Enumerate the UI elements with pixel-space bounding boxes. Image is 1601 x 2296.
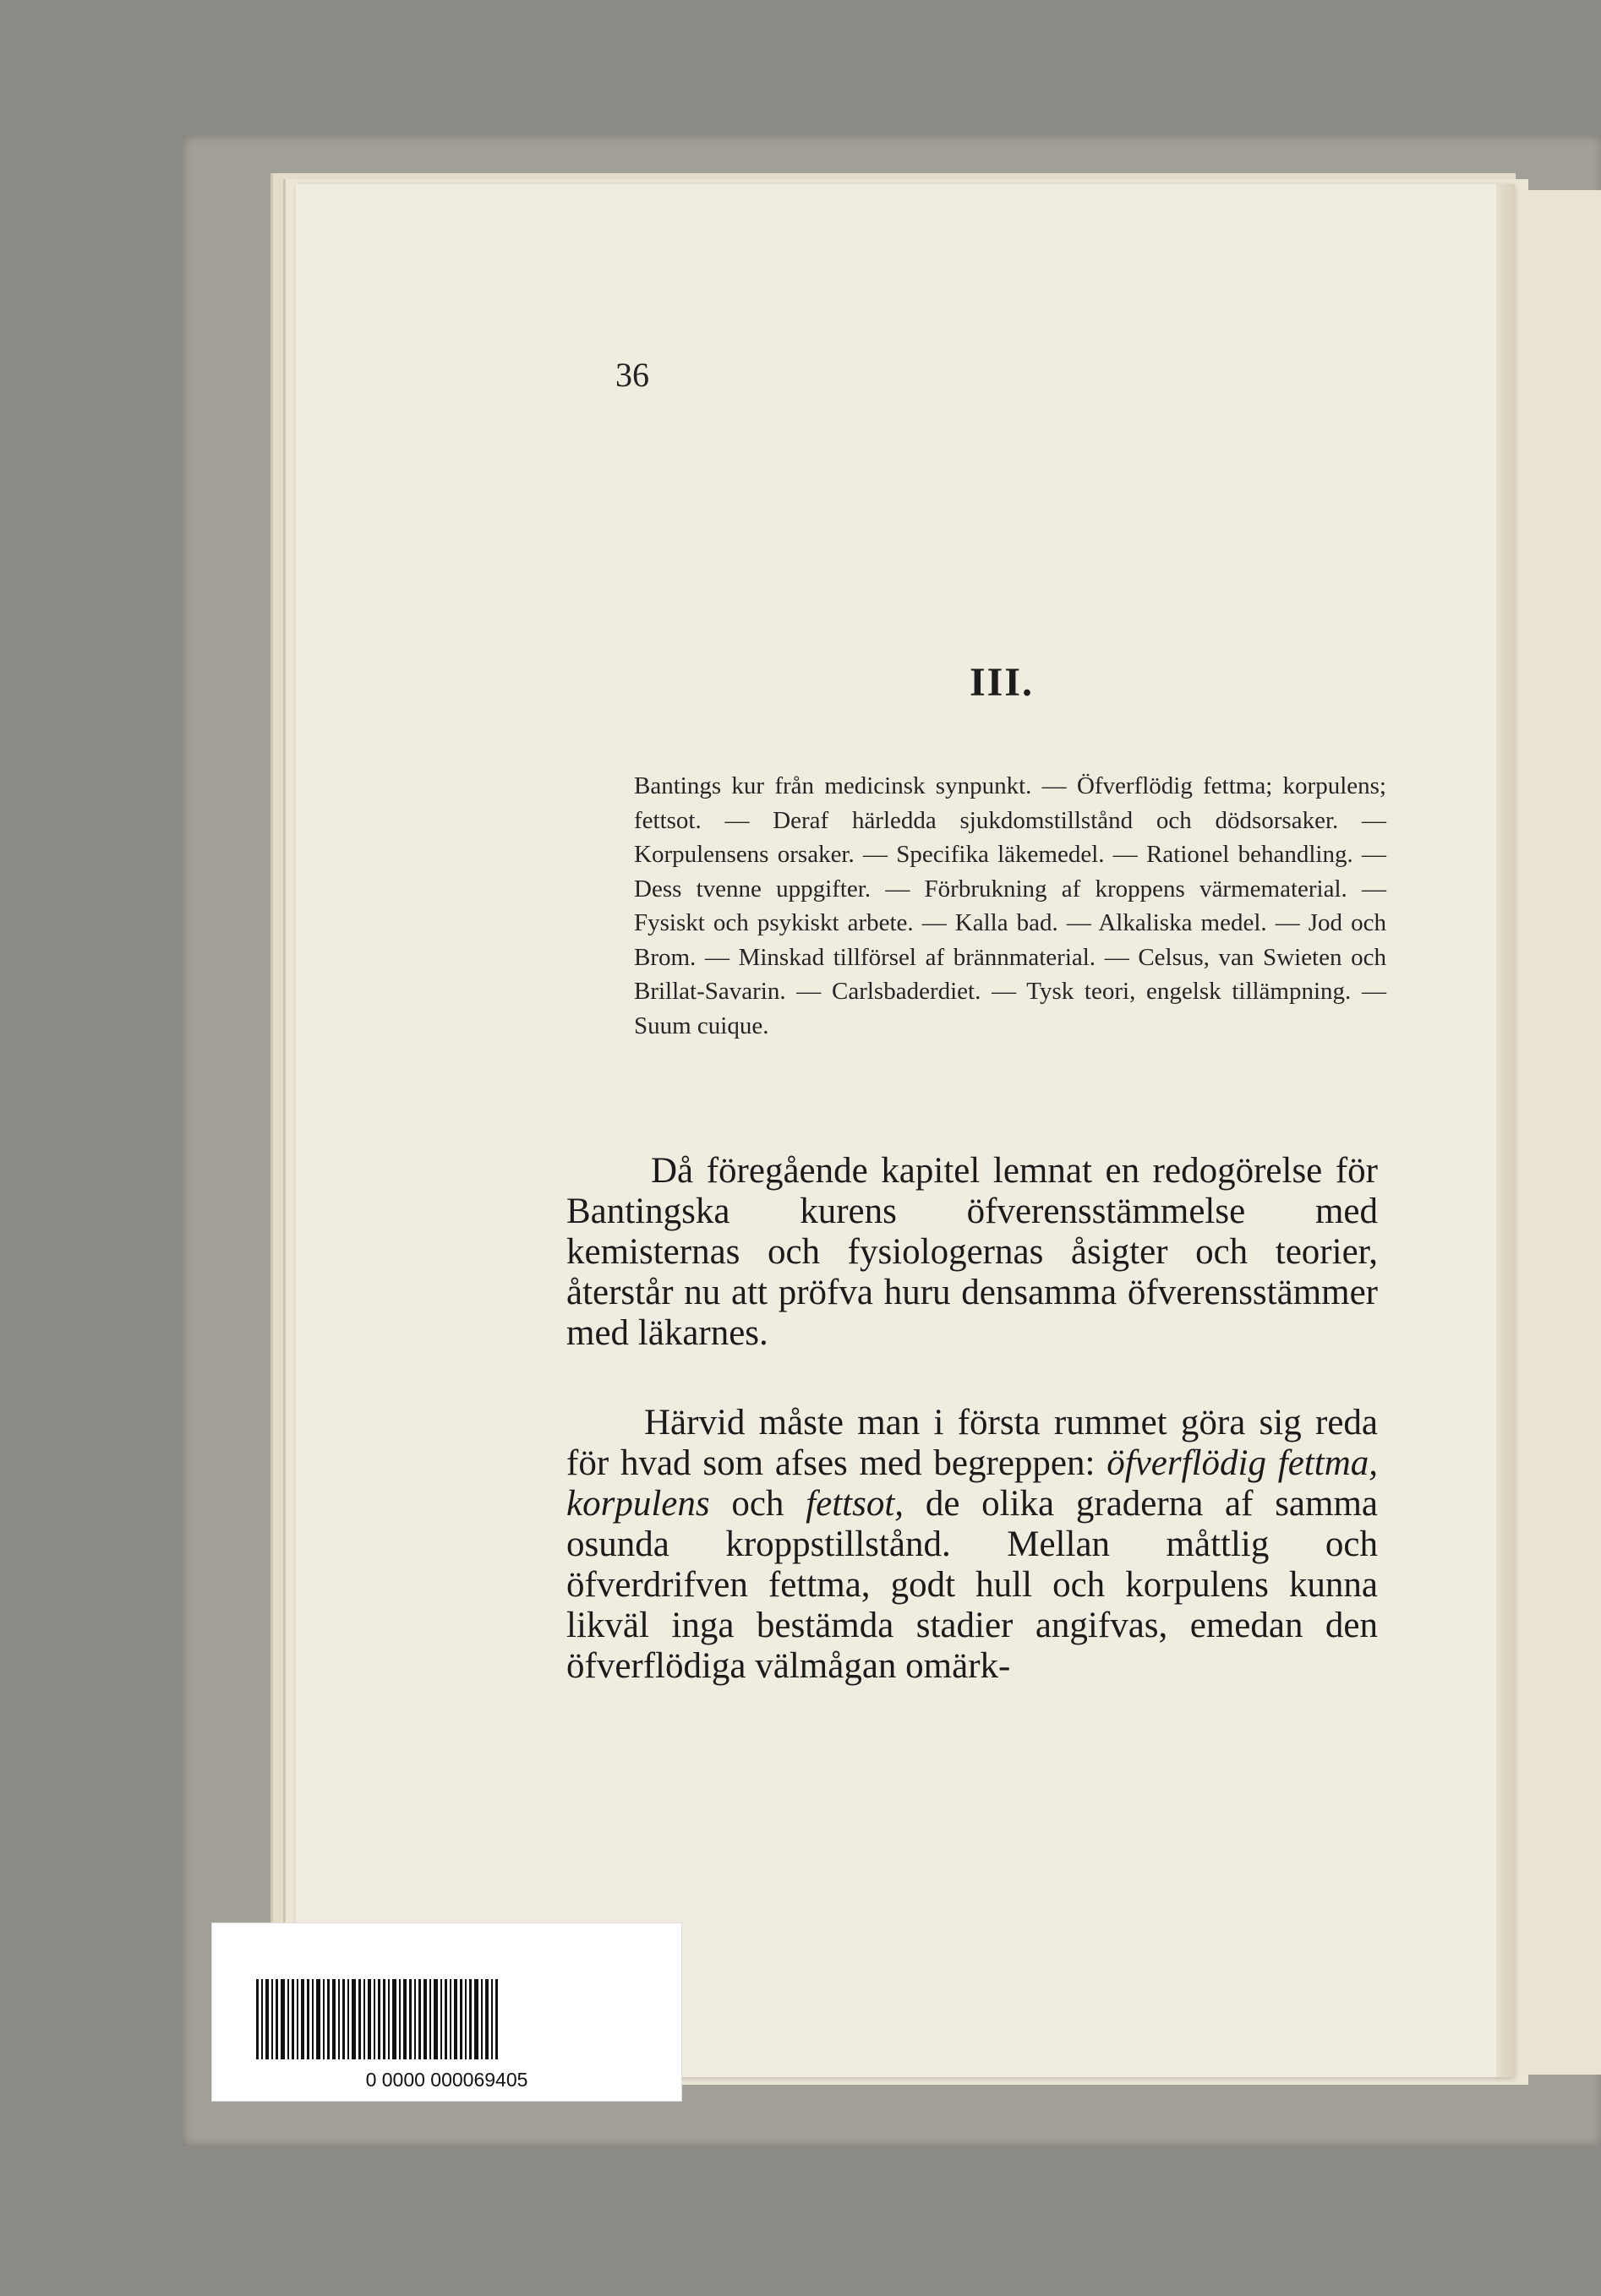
barcode-bar: [292, 1979, 294, 2059]
barcode-bar: [491, 1979, 493, 2059]
book-page: [296, 184, 1513, 2077]
barcode-bar: [383, 1979, 385, 2059]
barcode-number: 0 0000 000069405: [365, 2069, 528, 2091]
barcode-bar: [307, 1979, 309, 2059]
chapter-summary: Bantings kur från medicinsk synpunkt. — Öfverflödig fettma; korpulens; fettsot. — Deraf härledda sjukdomstillstånd och dödsorsaker. — Korpulensens orsaker. — Specifika läkemedel. — Rationel behandling. — Dess tvenne uppgifter. — Förbrukning af kroppens värmematerial. — Fysiskt och psykiskt arbete. — Kalla bad. — Alkaliska medel. — Jod och Brom. — Minskad tillförsel af brännmaterial. — Celsus, van Swieten och Brillat-Savarin. — Carlsbaderdiet. — Tysk teori, engelsk tillämpning. — Suum cuique.: [634, 772, 1386, 1039]
barcode-bar: [363, 1979, 365, 2059]
facing-page-edge: [1510, 190, 1601, 2075]
barcode-bars: [256, 1979, 653, 2059]
barcode-bar: [261, 1979, 263, 2059]
barcode-bar: [403, 1979, 407, 2059]
barcode-bar: [418, 1979, 421, 2059]
barcode-bar: [342, 1979, 345, 2059]
barcode-bar: [327, 1979, 330, 2059]
barcode-bar: [392, 1979, 396, 2059]
italic-term-1: öfverflödig fettma, korpulens: [566, 1443, 1378, 1524]
barcode-bar: [301, 1979, 304, 2059]
barcode-bar: [378, 1979, 380, 2059]
barcode-bar: [423, 1979, 427, 2059]
paragraph-2-text-b: och: [709, 1484, 806, 1524]
barcode-bar: [358, 1979, 361, 2059]
barcode-bar: [347, 1979, 349, 2059]
barcode-bar: [485, 1979, 489, 2059]
body-paragraph-2: [566, 1403, 1378, 1687]
barcode-bar: [352, 1979, 356, 2059]
paragraph-2-text-c: de olika graderna af samma osunda kroppstillstånd. Mellan måttlig och öfverdrifven fettma, godt hull och korpulens kunna likväl inga bestämda stadier angifvas, emedan den öfverflödiga välmågan omärk-: [566, 1484, 1378, 1686]
barcode-bar: [465, 1979, 467, 2059]
barcode-bar: [338, 1979, 340, 2059]
barcode-bar: [276, 1979, 278, 2059]
barcode-bar: [271, 1979, 273, 2059]
barcode-bar: [429, 1979, 431, 2059]
barcode-bar: [374, 1979, 375, 2059]
barcode-bar: [450, 1979, 451, 2059]
barcode-bar: [265, 1979, 269, 2059]
barcode-bar: [316, 1979, 320, 2059]
barcode-bar: [281, 1979, 285, 2059]
barcode-bar: [474, 1979, 478, 2059]
barcode-bar: [312, 1979, 314, 2059]
barcode-bar: [368, 1979, 371, 2059]
page-number: 36: [615, 356, 649, 394]
barcode-bar: [414, 1979, 416, 2059]
barcode-bar: [434, 1979, 438, 2059]
page-gutter: [1496, 184, 1515, 2077]
chapter-heading: III.: [969, 660, 1035, 705]
barcode-bar: [445, 1979, 447, 2059]
body-paragraph-1: Då föregående kapitel lemnat en redogörelse för Bantingska kurens öfverensstämmelse med kemisternas och fysiologernas åsigter och teorier, återstår nu att pröfva huru densamma öfverensstämmer med läkarnes.: [566, 1151, 1378, 1353]
barcode-bar: [409, 1979, 412, 2059]
barcode-bar: [332, 1979, 336, 2059]
paragraph-2-text-a: Härvid måste man i första rummet göra sig reda för hvad som afses med begreppen:: [566, 1403, 1378, 1483]
barcode-bar: [256, 1979, 259, 2059]
barcode-bar: [399, 1979, 401, 2059]
italic-term-2: fettsot,: [806, 1484, 904, 1524]
barcode-bar: [454, 1979, 457, 2059]
barcode-bar: [469, 1979, 472, 2059]
barcode-bar: [440, 1979, 442, 2059]
barcode-label: [211, 1922, 682, 2102]
barcode-bar: [481, 1979, 483, 2059]
barcode-bar: [323, 1979, 325, 2059]
barcode-bar: [287, 1979, 289, 2059]
barcode-bar: [388, 1979, 390, 2059]
barcode-bar: [297, 1979, 298, 2059]
barcode-bar: [460, 1979, 462, 2059]
barcode-bar: [495, 1979, 498, 2059]
